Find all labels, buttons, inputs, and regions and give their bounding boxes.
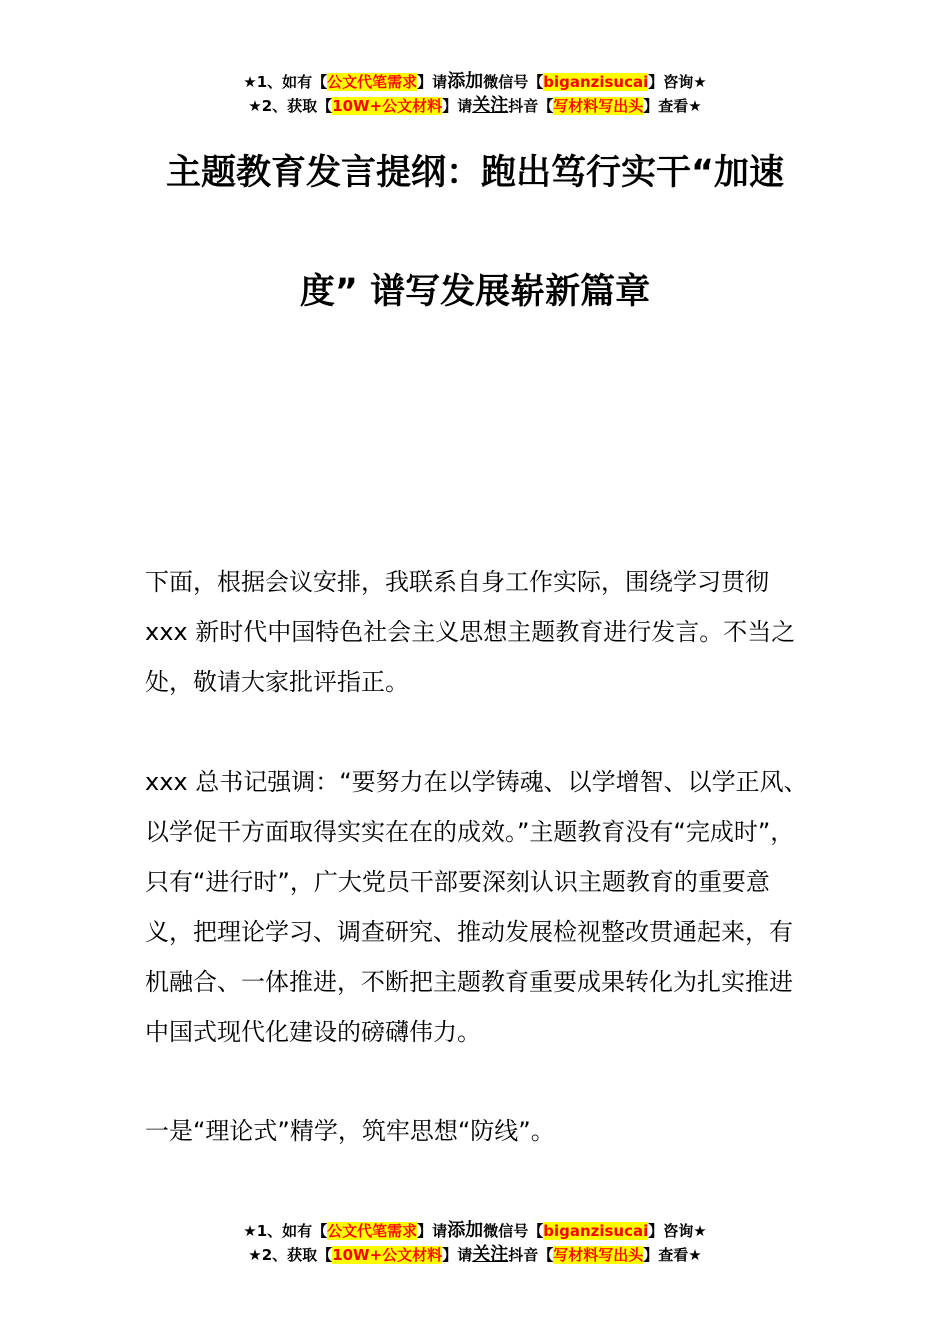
promo-line-1 [0,1219,950,1243]
promo-header [0,70,950,118]
promo-text: 微信号【 [483,1222,544,1240]
promo-text: 】请 [442,1246,473,1264]
document-title-line-1: 主题教育发言提纲：跑出笃行实干“加速 [165,153,784,193]
promo-line-2 [0,1243,950,1267]
promo-text: ★2、获取【 [248,97,333,115]
promo-text: 】请 [442,97,473,115]
promo-emphasis: 关注 [472,1244,509,1265]
promo-highlight-wechat-id: biganzisucai [543,73,649,91]
promo-highlight-douyin-account: 写材料写出头 [553,97,644,115]
promo-text: ★1、如有【 [243,73,328,91]
body-paragraph-point-1: 一是“理论式”精学，筑牢思想“防线”。 [145,1117,555,1145]
promo-emphasis: 关注 [472,95,509,116]
document-title-line-2: 度” 谱写发展崭新篇章 [299,272,651,312]
promo-line-2 [0,94,950,118]
promo-text: 】咨询★ [648,73,707,91]
promo-highlight-service: 公文代笔需求 [327,1222,418,1240]
promo-text: 】请 [417,73,448,91]
promo-text: 抖音【 [508,1246,554,1264]
body-paragraph-intro: 下面，根据会议安排，我联系自身工作实际，围绕学习贯彻 xxx 新时代中国特色社会主义思想主题教育进行发言。不当之处，敬请大家批评指正。 [145,568,796,696]
promo-highlight-wechat-id: biganzisucai [543,1222,649,1240]
promo-text: 】咨询★ [648,1222,707,1240]
promo-text: 抖音【 [508,97,554,115]
promo-emphasis: 添加 [447,71,484,92]
promo-highlight-materials: 10W+公文材料 [332,97,443,115]
body-paragraph-quote: xxx 总书记强调：“要努力在以学铸魂、以学增智、以学正风、以学促干方面取得实实在在的成效。”主题教育没有“完成时”，只有“进行时”，广大党员干部要深刻认识主题教育的重要意义，把理论学习、调查研究、推动发展检视整改贯通起来，有机融合、一体推进，不断把主题教育重要成果转化为扎实推进中国式现代化建设的磅礴伟力。 [145,768,808,1046]
promo-text: ★1、如有【 [243,1222,328,1240]
promo-line-1 [0,70,950,94]
promo-footer [0,1219,950,1267]
promo-text: ★2、获取【 [248,1246,333,1264]
promo-text: 】请 [417,1222,448,1240]
promo-highlight-service: 公文代笔需求 [327,73,418,91]
promo-highlight-douyin-account: 写材料写出头 [553,1246,644,1264]
promo-highlight-materials: 10W+公文材料 [332,1246,443,1264]
promo-text: 】查看★ [643,1246,702,1264]
promo-text: 微信号【 [483,73,544,91]
promo-emphasis: 添加 [447,1220,484,1241]
promo-text: 】查看★ [643,97,702,115]
